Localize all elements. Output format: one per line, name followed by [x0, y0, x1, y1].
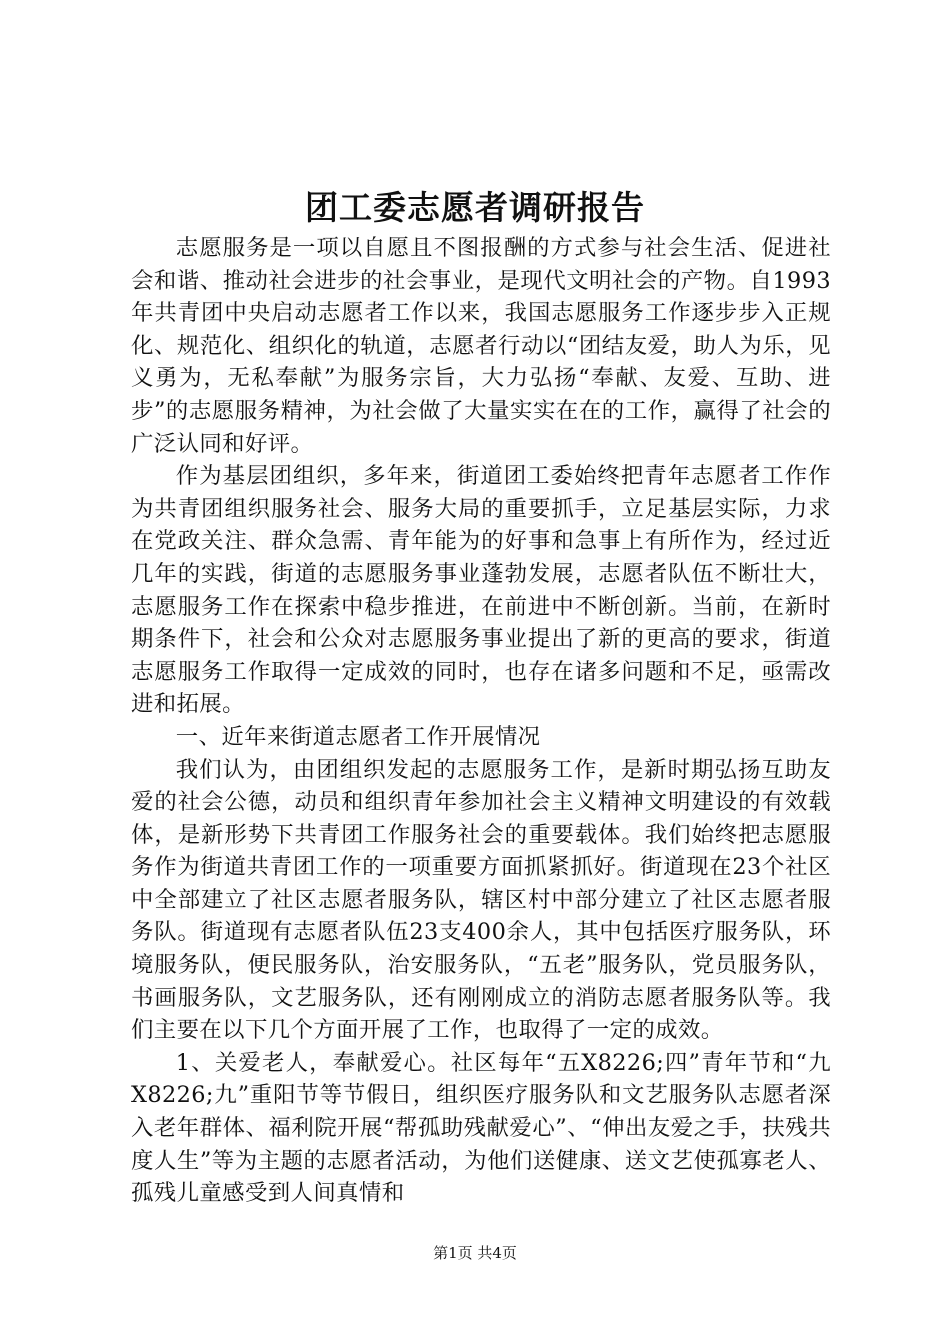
document-title: 团工委志愿者调研报告	[305, 188, 645, 227]
paragraph: 我们认为，由团组织发起的志愿服务工作，是新时期弘扬互助友爱的社会公德，动员和组织青年参加社会主义精神文明建设的有效载体，是新形势下共青团工作服务社会的重要载体。我们始终把志愿服务作为街道共青团工作的一项重要方面抓紧抓好。街道现在23个社区中全部建立了社区志愿者服务队，辖区村中部分建立了社区志愿者服务队。街道现有志愿者队伍23支400余人，其中包括医疗服务队，环境服务队，便民服务队，治安服务队，“五老”服务队，党员服务队，书画服务队，文艺服务队，还有刚刚成立的消防志愿者服务队等。我们主要在以下几个方面开展了工作，也取得了一定的成效。	[131, 756, 831, 1044]
paragraph: 作为基层团组织，多年来，街道团工委始终把青年志愿者工作作为共青团组织服务社会、服务大局的重要抓手，立足基层实际，力求在党政关注、群众急需、青年能为的好事和急事上有所作为，经过近几年的实践，街道的志愿服务事业蓬勃发展，志愿者队伍不断壮大，志愿服务工作在探索中稳步推进，在前进中不断创新。当前，在新时期条件下，社会和公众对志愿服务事业提出了新的更高的要求，街道志愿服务工作取得一定成效的同时，也存在诸多问题和不足，亟需改进和拓展。	[131, 463, 831, 718]
document-body	[131, 232, 831, 1210]
paragraph: 志愿服务是一项以自愿且不图报酬的方式参与社会生活、促进社会和谐、推动社会进步的社会事业，是现代文明社会的产物。自1993年共青团中央启动志愿者工作以来，我国志愿服务工作逐步步入正规化、规范化、组织化的轨道，志愿者行动以“团结友爱，助人为乐，见义勇为，无私奉献”为服务宗旨，大力弘扬“奉献、友爱、互助、进步”的志愿服务精神，为社会做了大量实实在在的工作，赢得了社会的广泛认同和好评。	[131, 235, 831, 457]
paragraph: 1、关爱老人，奉献爱心。社区每年“五X8226;四”青年节和“九X8226;九”重阳节等节假日，组织医疗服务队和文艺服务队志愿者深入老年群体、福利院开展“帮孤助残献爱心”、“伸出友爱之手，扶残共度人生”等为主题的志愿者活动，为他们送健康、送文艺使孤寡老人、孤残儿童感受到人间真情和	[131, 1049, 831, 1207]
section-heading: 一、近年来街道志愿者工作开展情况	[175, 723, 541, 750]
page-footer: 第1页 共4页	[433, 1244, 517, 1262]
